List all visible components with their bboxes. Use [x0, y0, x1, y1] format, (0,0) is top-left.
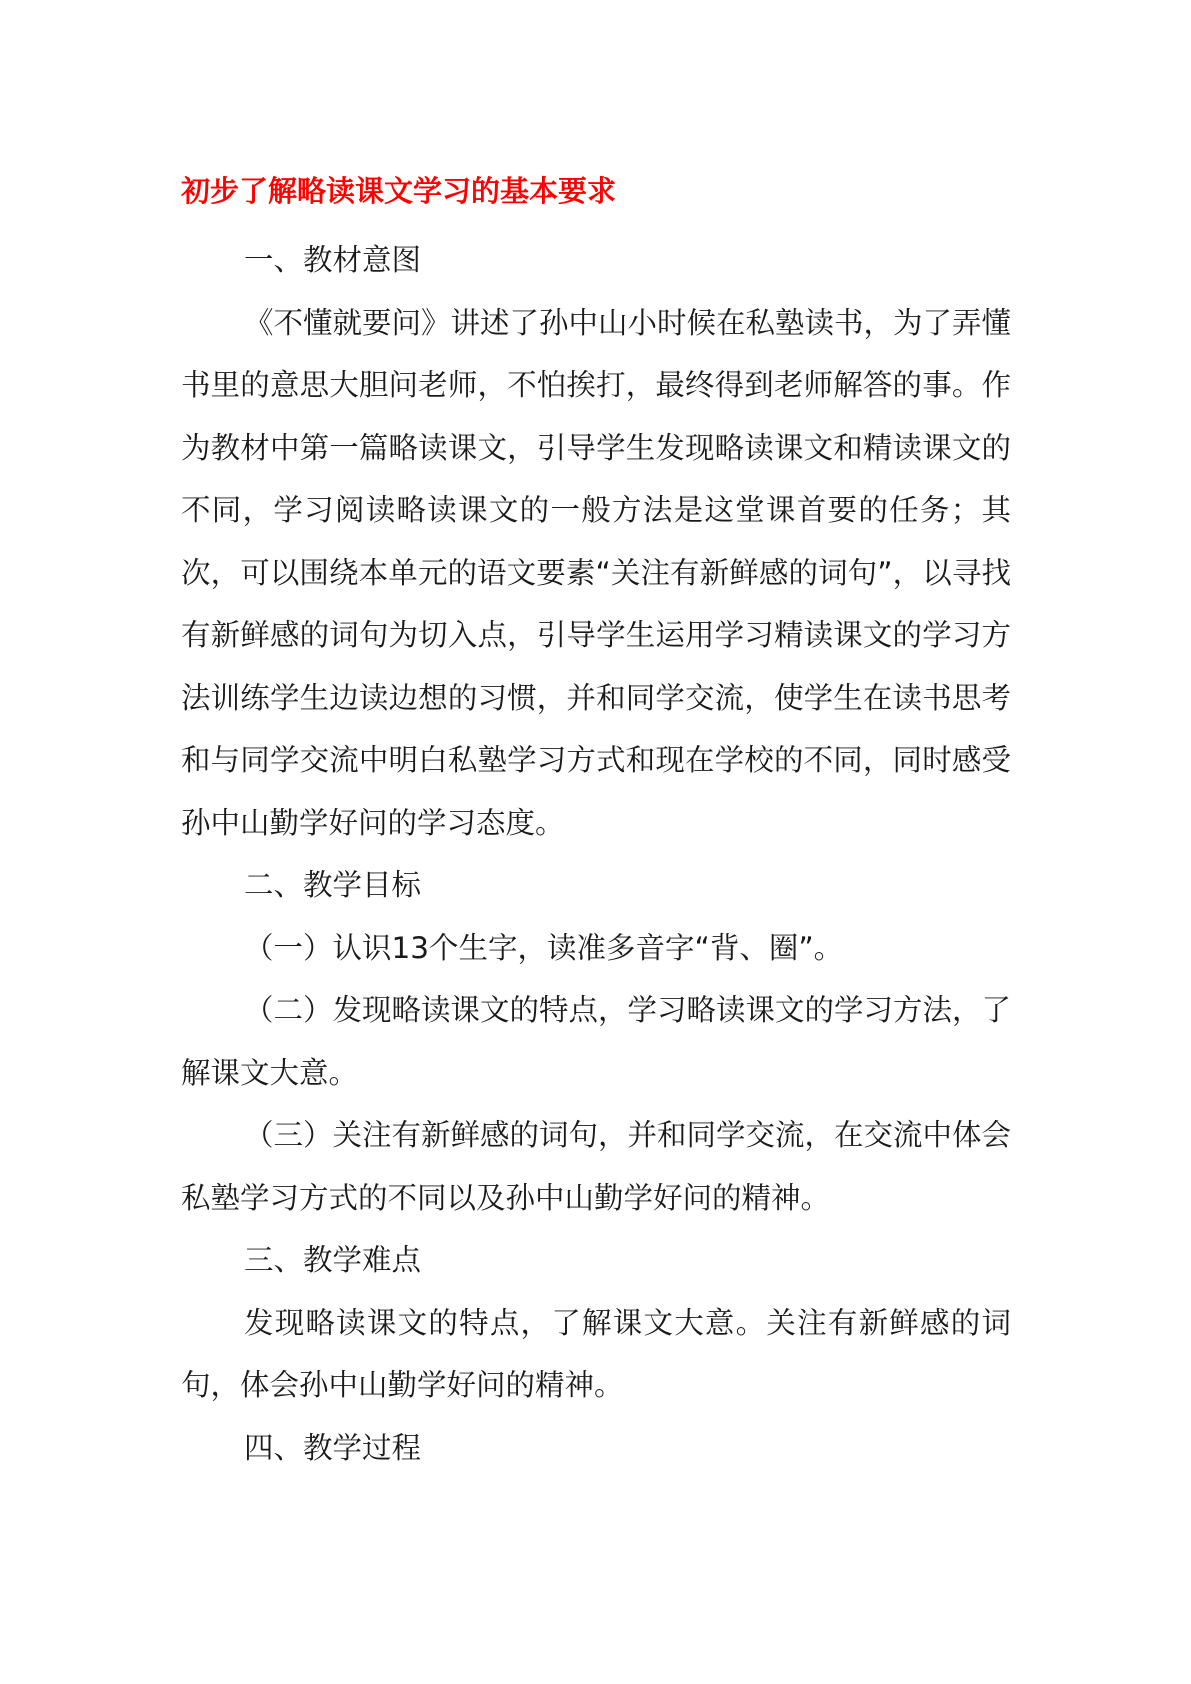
teaching-goal-2: （二）发现略读课文的特点，学习略读课文的学习方法，了解课文大意。 — [181, 993, 1012, 1090]
teaching-goal-1: （一）认识13个生字，读准多音字“背、圈”。 — [244, 930, 844, 965]
section-heading-teaching-difficulty: 三、教学难点 — [244, 1243, 422, 1277]
teaching-difficulty-paragraph: 发现略读课文的特点，了解课文大意。关注有新鲜感的词句，体会孙中山勤学好问的精神。 — [181, 1305, 1011, 1402]
section-heading-teaching-goals: 二、教学目标 — [244, 868, 422, 902]
section-heading-teaching-process: 四、教学过程 — [244, 1430, 422, 1465]
teaching-goal-3: （三）关注有新鲜感的词句，并和同学交流，在交流中体会私塾学习方式的不同以及孙中山勤学好问的精神。 — [181, 1118, 1012, 1215]
teaching-intent-paragraph: 《不懂就要问》讲述了孙中山小时候在私塾读书，为了弄懂书里的意思大胆问老师，不怕挨打，最终得到老师解答的事。作为教材中第一篇略读课文，引导学生发现略读课文和精读课文的不同，学习阅读略读课文的一般方法是这堂课首要的任务；其次，可以围绕本单元的语文要素“关注有新鲜感的词句”，以寻找有新鲜感的词句为切入点，引导学生运用学习精读课文的学习方法训练学生边读边想的习惯，并和同学交流，使学生在读书思考和与同学交流中明白私塾学习方式和现在学校的不同，同时感受孙中山勤学好问的学习态度。 — [181, 305, 1012, 840]
document-body — [181, 166, 1011, 1479]
section-heading-teaching-intent: 一、教材意图 — [244, 243, 422, 277]
document-title: 初步了解略读课文学习的基本要求 — [181, 174, 617, 208]
